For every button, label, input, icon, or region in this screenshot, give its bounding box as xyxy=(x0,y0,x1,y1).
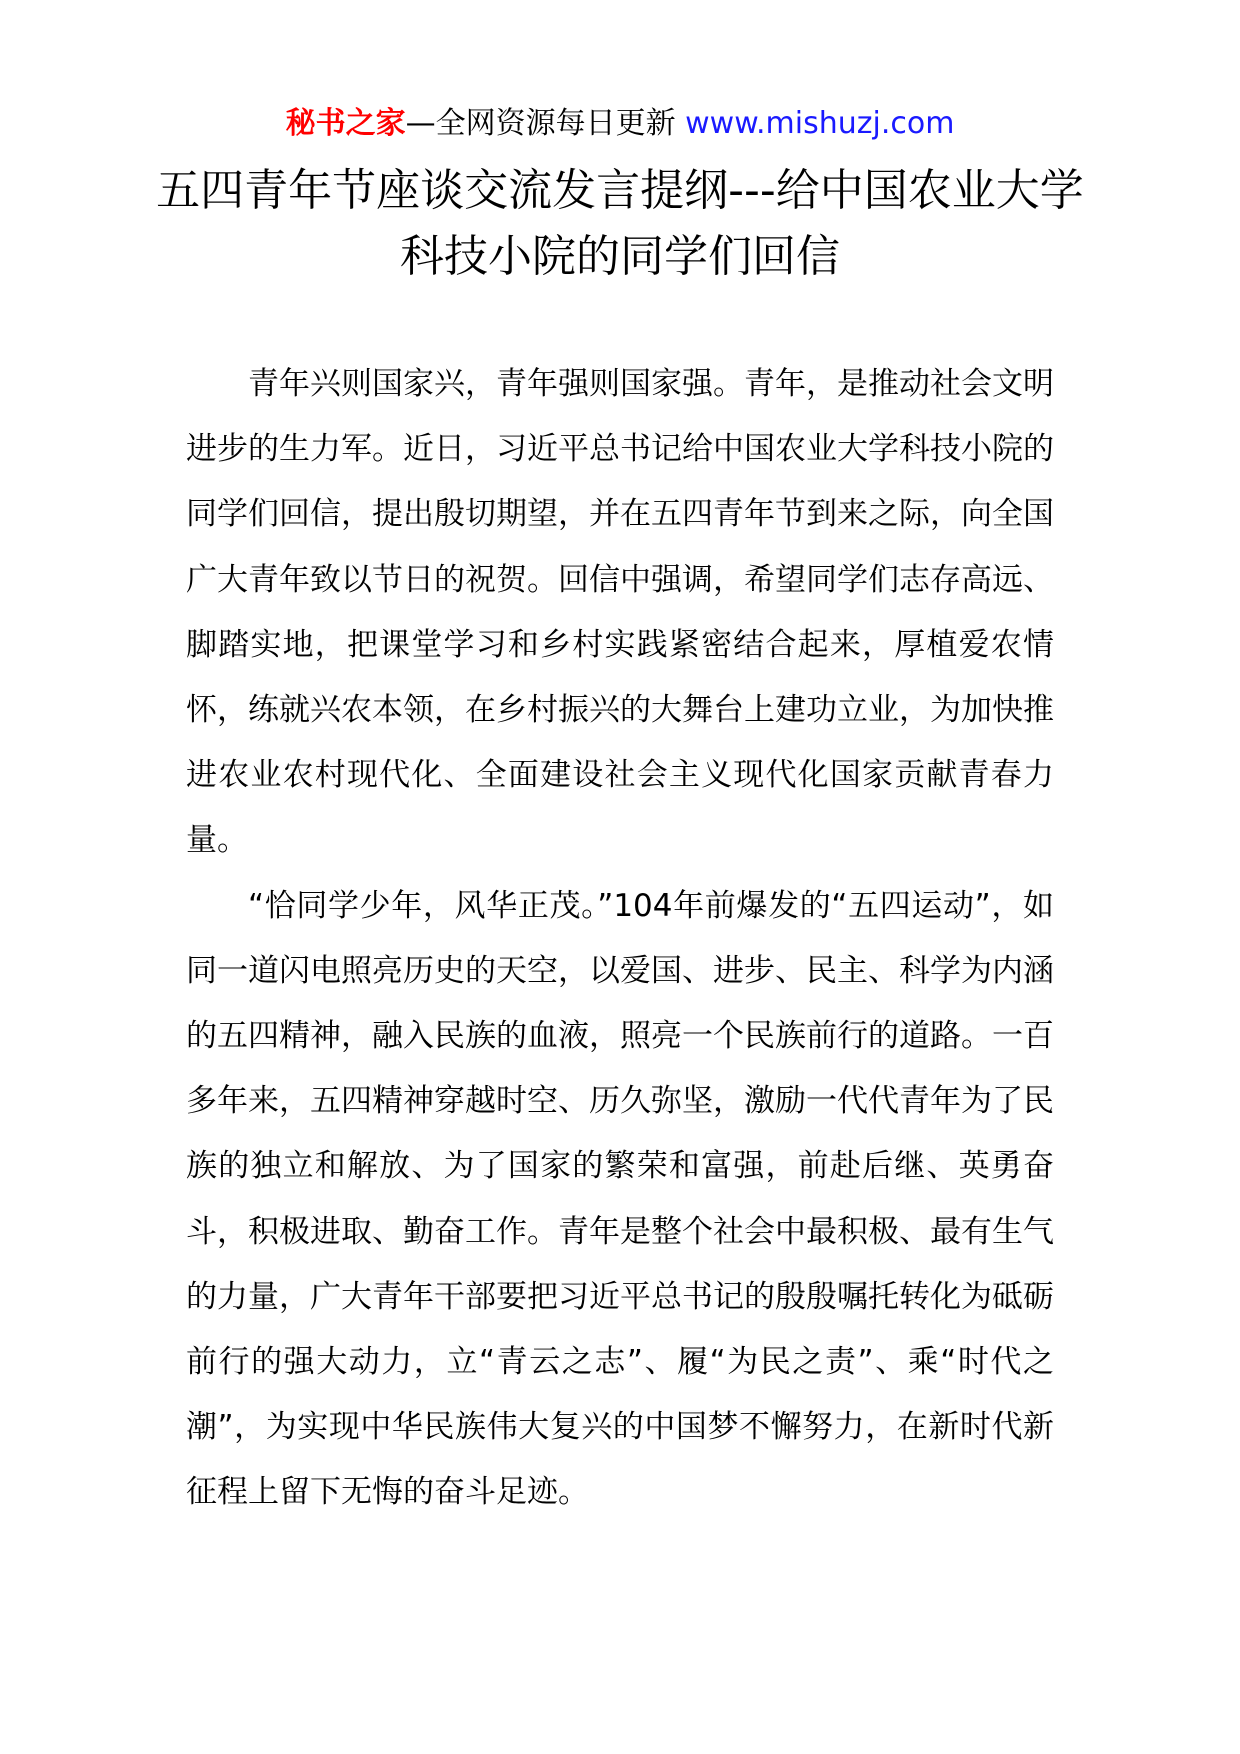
site-header xyxy=(0,104,1240,144)
site-slogan: —全网资源每日更新 xyxy=(405,106,686,141)
document-title: 五四青年节座谈交流发言提纲---给中国农业大学科技小院的同学们回信 xyxy=(156,165,1084,282)
site-brand: 秘书之家 xyxy=(285,106,406,141)
document-body xyxy=(186,352,1054,1526)
site-url-link[interactable]: www.mishuzj.com xyxy=(685,106,955,141)
body-paragraph-1: 青年兴则国家兴，青年强则国家强。青年，是推动社会文明进步的生力军。近日，习近平总书记给中国农业大学科技小院的同学们回信，提出殷切期望，并在五四青年节到来之际，向全国广大青年致以节日的祝贺。回信中强调，希望同学们志存高远、脚踏实地，把课堂学习和乡村实践紧密结合起来，厚植爱农情怀，练就兴农本领，在乡村振兴的大舞台上建功立业，为加快推进农业农村现代化、全面建设社会主义现代化国家贡献青春力量。 xyxy=(186,366,1054,859)
body-paragraph-2: “恰同学少年，风华正茂。”104年前爆发的“五四运动”，如同一道闪电照亮历史的天空，以爱国、进步、民主、科学为内涵的五四精神，融入民族的血液，照亮一个民族前行的道路。一百多年来，五四精神穿越时空、历久弥坚，激励一代代青年为了民族的独立和解放、为了国家的繁荣和富强，前赴后继、英勇奋斗，积极进取、勤奋工作。青年是整个社会中最积极、最有生气的力量，广大青年干部要把习近平总书记的殷殷嘱托转化为砥砺前行的强大动力，立“青云之志”、履“为民之责”、乘“时代之潮”，为实现中华民族伟大复兴的中国梦不懈努力，在新时代新征程上留下无悔的奋斗足迹。 xyxy=(186,887,1054,1511)
